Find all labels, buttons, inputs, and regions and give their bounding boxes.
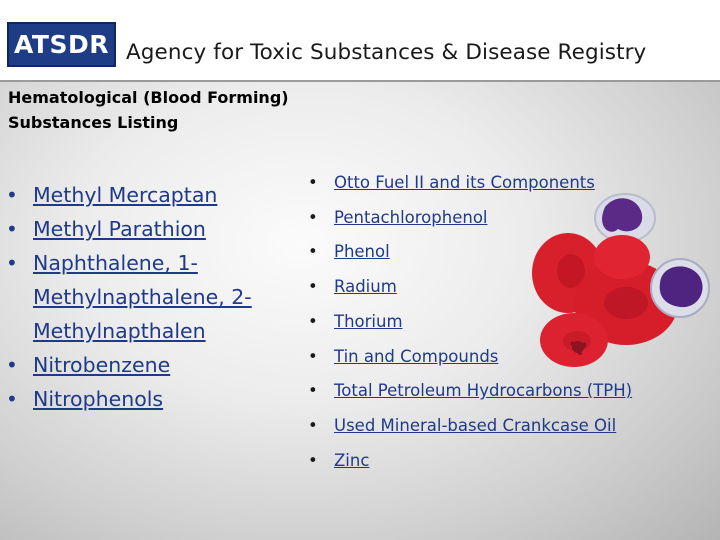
bullet-icon: • [6, 353, 18, 377]
substance-link-methylnapthalene-2[interactable]: Methylnapthalene, 2- [33, 285, 252, 309]
bullet-icon: • [308, 415, 318, 435]
bullet-icon: • [6, 217, 18, 241]
header-banner [0, 0, 720, 82]
substance-link-methyl-mercaptan[interactable]: Methyl Mercaptan [33, 183, 218, 207]
bullet-icon: • [308, 381, 318, 401]
substance-link-total-petroleum-hydrocarbons-tph[interactable]: Total Petroleum Hydrocarbons (TPH) [334, 381, 633, 401]
bullet-icon: • [308, 207, 318, 227]
substance-link-used-mineral-based-crankcase-oil[interactable]: Used Mineral-based Crankcase Oil [334, 415, 617, 435]
bullet-icon: • [308, 346, 318, 366]
bullet-icon: • [308, 242, 318, 262]
blood-cells-icon [530, 185, 710, 375]
substance-list-left [6, 178, 306, 416]
bullet-icon: • [308, 450, 318, 470]
list-item [308, 374, 718, 409]
page-title-line-2: Substances Listing [8, 113, 179, 132]
substance-link-zinc[interactable]: Zinc [334, 450, 370, 470]
white-blood-cell-top [595, 194, 655, 242]
substance-link-naphthalene-1[interactable]: Naphthalene, 1- [33, 251, 198, 275]
bullet-icon: • [6, 183, 18, 207]
substance-link-thorium[interactable]: Thorium [334, 311, 403, 331]
atsdr-logo [7, 22, 116, 67]
substance-link-tin-and-compounds[interactable]: Tin and Compounds [334, 346, 499, 366]
substance-link-nitrophenols[interactable]: Nitrophenols [33, 387, 164, 411]
substance-link-phenol[interactable]: Phenol [334, 242, 390, 262]
list-item [308, 409, 718, 444]
list-item [6, 348, 306, 382]
bullet-icon: • [308, 277, 318, 297]
agency-name: Agency for Toxic Substances & Disease Registry [126, 40, 647, 65]
bullet-icon: • [6, 251, 18, 275]
substance-link-nitrobenzene[interactable]: Nitrobenzene [33, 353, 171, 377]
bullet-icon: • [6, 387, 18, 411]
substance-link-otto-fuel-ii-and-its-components[interactable]: Otto Fuel II and its Components [334, 173, 595, 192]
bullet-icon: • [308, 173, 318, 192]
bullet-icon: • [308, 311, 318, 331]
substance-link-radium[interactable]: Radium [334, 277, 397, 297]
substance-link-methyl-parathion[interactable]: Methyl Parathion [33, 217, 206, 241]
list-item [6, 382, 306, 416]
list-item [6, 246, 306, 348]
white-blood-cell-right [651, 259, 709, 317]
substance-link-methylnapthalen[interactable]: Methylnapthalen [33, 319, 206, 343]
logo-text: ATSDR [14, 30, 109, 59]
list-item [6, 212, 306, 246]
list-item [6, 178, 306, 212]
page-title [8, 85, 348, 135]
substance-link-pentachlorophenol[interactable]: Pentachlorophenol [334, 207, 488, 227]
list-item [308, 444, 718, 479]
page-title-line-1: Hematological (Blood Forming) [8, 88, 289, 107]
